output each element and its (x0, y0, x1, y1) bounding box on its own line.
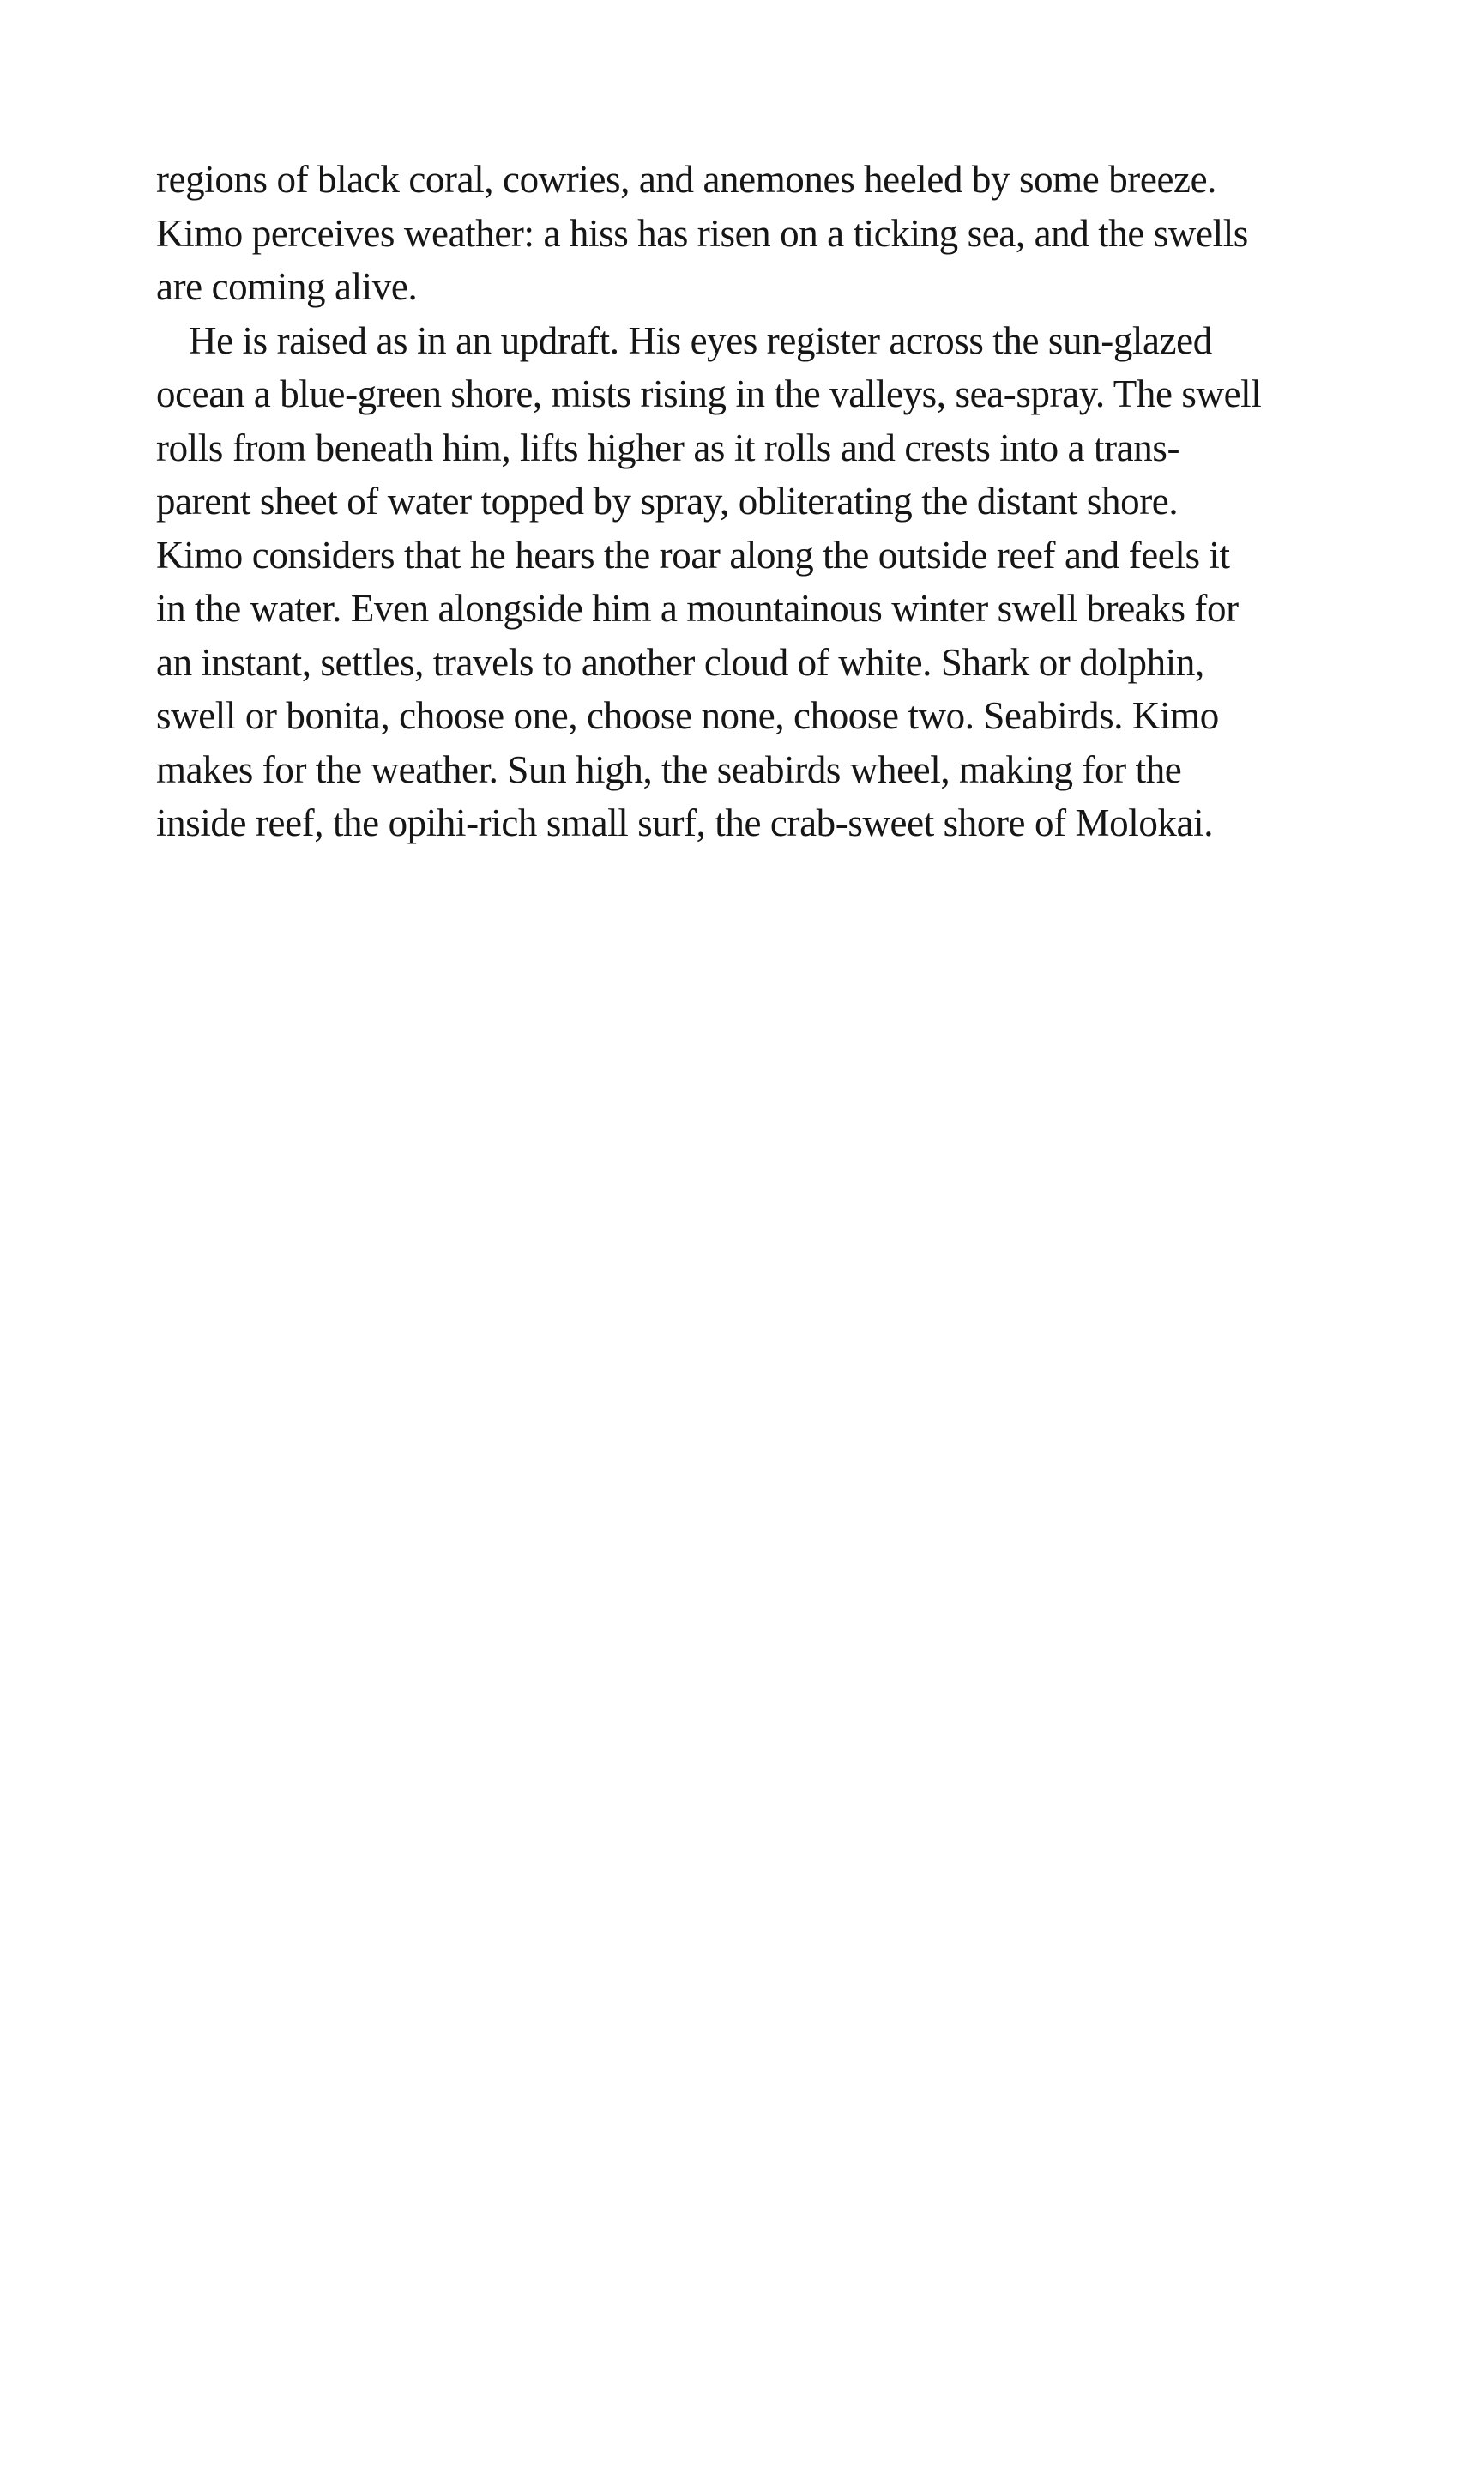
paragraph-updraft (156, 314, 1354, 850)
text-line: Kimo perceives weather: a hiss has risen on a ticking sea, and the swells (156, 211, 1248, 255)
text-line: inside reef, the opihi-rich small surf, the crab-sweet shore of Molokai. (156, 801, 1214, 844)
text-line: parent sheet of water topped by spray, obliterating the distant shore. (156, 480, 1179, 523)
text-line: swell or bonita, choose one, choose none, choose two. Seabirds. Kimo (156, 694, 1219, 737)
body-text (156, 153, 1354, 850)
text-line: rolls from beneath him, lifts higher as it rolls and crests into a trans- (156, 426, 1180, 469)
text-line: are coming alive. (156, 265, 418, 308)
text-line-indented: He is raised as in an updraft. His eyes register across the sun-glazed (189, 318, 1212, 362)
text-line: an instant, settles, travels to another cloud of white. Shark or dolphin, (156, 640, 1204, 684)
text-line: ocean a blue-green shore, mists rising in the valleys, sea-spray. The swell (156, 372, 1262, 415)
text-line: in the water. Even alongside him a mountainous winter swell breaks for (156, 587, 1239, 630)
text-line: makes for the weather. Sun high, the seabirds wheel, making for the (156, 747, 1182, 791)
text-line: Kimo considers that he hears the roar along the outside reef and feels it (156, 533, 1230, 577)
text-line: regions of black coral, cowries, and anemones heeled by some breeze. (156, 158, 1217, 201)
paragraph-continuation (156, 153, 1354, 314)
